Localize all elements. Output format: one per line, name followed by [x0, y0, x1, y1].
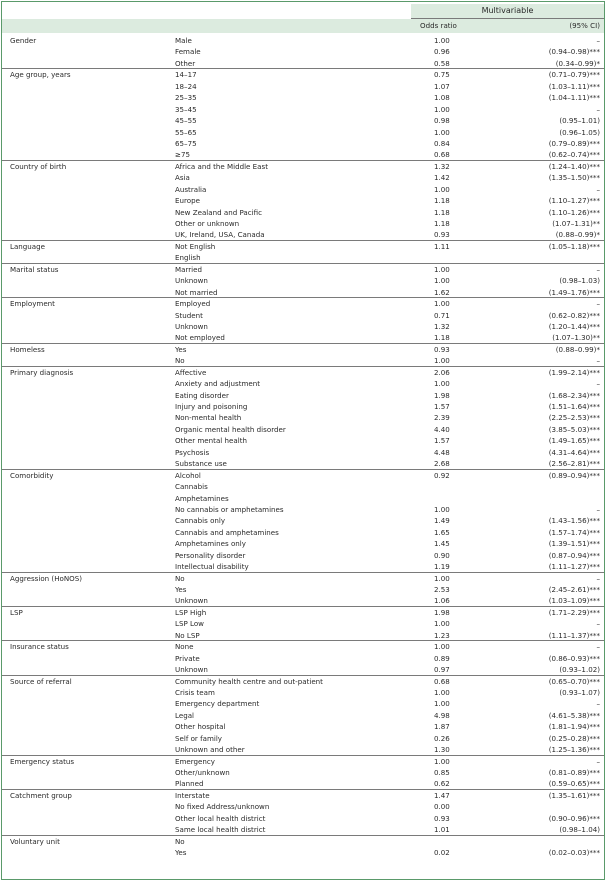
odds-ratio-cell: 1.87: [434, 722, 450, 732]
category-cell: Unknown: [175, 321, 208, 331]
category-cell: No fixed Address/unknown: [175, 802, 270, 812]
ci-cell: (1.07–1.30)**: [552, 333, 600, 343]
category-cell: Unknown and other: [175, 745, 245, 755]
category-cell: 18–24: [175, 81, 197, 91]
table-row: [2, 218, 604, 229]
table-row: [2, 640, 604, 652]
odds-ratio-cell: 1.00: [434, 756, 450, 766]
odds-ratio-cell: 1.00: [434, 104, 450, 114]
ci-cell: (1.10–1.26)***: [548, 207, 600, 217]
ci-cell: (0.65–0.70)***: [548, 676, 600, 686]
category-cell: Not employed: [175, 333, 225, 343]
ci-cell: –: [596, 299, 600, 309]
ci-cell: (0.88–0.99)*: [555, 344, 600, 354]
odds-ratio-cell: 0.58: [434, 58, 450, 68]
ci-cell: –: [596, 264, 600, 274]
category-cell: Other: [175, 58, 196, 68]
category-cell: Unknown: [175, 665, 208, 675]
odds-ratio-header: Odds ratio: [420, 21, 457, 30]
category-cell: Male: [175, 36, 192, 45]
odds-ratio-cell: 0.75: [434, 70, 450, 80]
odds-ratio-cell: 1.98: [434, 607, 450, 617]
table-row: [2, 538, 604, 549]
odds-ratio-cell: 1.08: [434, 93, 450, 103]
ci-cell: (2.56–2.81)***: [548, 459, 600, 469]
category-cell: Employed: [175, 299, 211, 309]
category-cell: Europe: [175, 196, 200, 206]
ci-cell: –: [596, 642, 600, 652]
ci-cell: –: [596, 379, 600, 389]
category-cell: Eating disorder: [175, 390, 229, 400]
category-cell: Cannabis only: [175, 516, 226, 526]
ci-cell: (0.98–1.04): [559, 825, 600, 835]
table-row: [2, 401, 604, 412]
category-cell: UK, Ireland, USA, Canada: [175, 230, 265, 240]
odds-ratio-cell: 1.07: [434, 81, 450, 91]
ci-cell: (1.20–1.44)***: [548, 321, 600, 331]
ci-cell: –: [596, 36, 600, 45]
ci-cell: (1.57–1.74)***: [548, 527, 600, 537]
category-cell: Yes: [175, 848, 187, 858]
category-cell: New Zealand and Pacific: [175, 207, 263, 217]
odds-ratio-cell: 1.42: [434, 173, 450, 183]
odds-ratio-cell: 1.00: [434, 573, 450, 583]
odds-ratio-cell: 1.32: [434, 321, 450, 331]
category-cell: No cannabis or amphetamines: [175, 504, 284, 514]
category-cell: English: [175, 253, 201, 263]
category-cell: Other or unknown: [175, 219, 240, 228]
table-row: [2, 469, 604, 481]
table-row: [2, 172, 604, 183]
table-row: [2, 801, 604, 812]
ci-cell: (0.93–1.07): [559, 687, 600, 697]
ci-cell: (1.51–1.64)***: [548, 402, 600, 411]
group-label: Voluntary unit: [10, 836, 60, 846]
category-cell: Cannabis and amphetamines: [175, 527, 279, 537]
category-cell: Amphetamines: [175, 493, 229, 503]
odds-ratio-cell: 1.62: [434, 287, 450, 297]
category-cell: Community health centre and out-patient: [175, 676, 323, 686]
category-cell: Injury and poisoning: [175, 402, 248, 411]
category-cell: Self or family: [175, 733, 222, 743]
ci-cell: (0.81–0.89)***: [548, 768, 600, 777]
category-cell: 35–45: [175, 104, 197, 114]
odds-ratio-cell: 1.49: [434, 516, 450, 526]
odds-ratio-cell: 1.11: [434, 241, 450, 251]
table-row: [2, 81, 604, 92]
ci-cell: (1.05–1.18)***: [548, 241, 600, 251]
ci-cell: (4.61–5.38)***: [548, 710, 600, 720]
category-cell: Female: [175, 47, 201, 57]
category-cell: Same local health district: [175, 825, 266, 835]
ci-cell: –: [596, 699, 600, 709]
ci-cell: (1.24–1.40)***: [548, 161, 600, 171]
table-row: [2, 584, 604, 595]
ci-cell: (1.07–1.31)**: [552, 219, 600, 228]
odds-ratio-cell: 0.62: [434, 779, 450, 789]
odds-ratio-cell: 0.98: [434, 116, 450, 126]
table-row: [2, 618, 604, 629]
odds-ratio-cell: 1.00: [434, 127, 450, 137]
category-cell: Emergency department: [175, 699, 260, 709]
odds-ratio-cell: 1.32: [434, 161, 450, 171]
odds-ratio-cell: 2.68: [434, 459, 450, 469]
odds-ratio-cell: 0.68: [434, 150, 450, 160]
category-cell: Student: [175, 310, 203, 320]
odds-ratio-cell: 4.40: [434, 424, 450, 434]
table-row: [2, 550, 604, 561]
ci-cell: (0.93–1.02): [559, 665, 600, 675]
odds-ratio-cell: 2.39: [434, 413, 450, 423]
group-label: Catchment group: [10, 790, 72, 800]
odds-ratio-cell: 0.89: [434, 653, 450, 663]
odds-ratio-cell: 1.30: [434, 745, 450, 755]
table-row: [2, 504, 604, 515]
odds-ratio-cell: 1.57: [434, 436, 450, 446]
ci-cell: –: [596, 184, 600, 194]
category-cell: Affective: [175, 367, 207, 377]
category-cell: Yes: [175, 344, 187, 354]
table-row: [2, 127, 604, 138]
odds-ratio-cell: 1.00: [434, 687, 450, 697]
ci-cell: (1.49–1.76)***: [548, 287, 600, 297]
multivariable-header: Multivariable: [411, 4, 604, 19]
group-label: Comorbidity: [10, 470, 54, 480]
table-body: [2, 35, 604, 859]
ci-cell: –: [596, 756, 600, 766]
category-cell: No: [175, 356, 185, 366]
category-cell: Married: [175, 264, 203, 274]
category-cell: 45–55: [175, 116, 197, 126]
ci-cell: (0.25–0.28)***: [548, 733, 600, 743]
odds-ratio-cell: 0.93: [434, 344, 450, 354]
group-label: Age group, years: [10, 70, 71, 80]
category-cell: Australia: [175, 184, 207, 194]
group-label: Marital status: [10, 264, 59, 274]
category-cell: Other mental health: [175, 436, 247, 446]
ci-header: (95% CI): [569, 21, 600, 30]
odds-ratio-cell: 1.65: [434, 527, 450, 537]
category-cell: Amphetamines only: [175, 539, 246, 549]
odds-ratio-cell: 0.02: [434, 848, 450, 858]
odds-ratio-cell: 0.93: [434, 230, 450, 240]
ci-cell: –: [596, 356, 600, 366]
ci-cell: (3.85–5.03)***: [548, 424, 600, 434]
table-row: [2, 366, 604, 378]
ci-cell: (0.95–1.01): [559, 116, 600, 126]
ci-cell: (2.45–2.61)***: [548, 585, 600, 594]
odds-ratio-cell: 1.00: [434, 379, 450, 389]
table-row: [2, 184, 604, 195]
odds-ratio-table: [1, 1, 605, 880]
column-header-row: [2, 19, 604, 33]
odds-ratio-cell: 1.06: [434, 596, 450, 606]
odds-ratio-cell: 1.23: [434, 630, 450, 640]
table-row: [2, 207, 604, 218]
odds-ratio-cell: 1.00: [434, 264, 450, 274]
category-cell: LSP High: [175, 607, 207, 617]
ci-cell: (0.71–0.79)***: [548, 70, 600, 80]
table-row: [2, 835, 604, 847]
ci-cell: (1.99–2.14)***: [548, 367, 600, 377]
table-row: [2, 847, 604, 858]
table-row: [2, 710, 604, 721]
odds-ratio-cell: 0.00: [434, 802, 450, 812]
category-cell: 55–65: [175, 127, 197, 137]
odds-ratio-cell: 1.00: [434, 36, 450, 45]
ci-cell: (1.03–1.11)***: [548, 81, 600, 91]
category-cell: Organic mental health disorder: [175, 424, 286, 434]
ci-cell: (0.96–1.05): [559, 127, 600, 137]
ci-cell: (0.86–0.93)***: [548, 653, 600, 663]
table-row: [2, 721, 604, 732]
ci-cell: (1.49–1.65)***: [548, 436, 600, 446]
odds-ratio-cell: 0.71: [434, 310, 450, 320]
table-row: [2, 104, 604, 115]
odds-ratio-cell: 1.00: [434, 184, 450, 194]
odds-ratio-cell: 2.53: [434, 585, 450, 594]
category-cell: Emergency: [175, 756, 216, 766]
odds-ratio-cell: 1.00: [434, 356, 450, 366]
group-label: Emergency status: [10, 756, 75, 766]
ci-cell: (1.10–1.27)***: [548, 196, 600, 206]
ci-cell: (0.94–0.98)***: [548, 47, 600, 57]
category-cell: ≥75: [175, 150, 190, 160]
odds-ratio-cell: 4.98: [434, 710, 450, 720]
category-cell: 65–75: [175, 138, 197, 148]
category-cell: None: [175, 642, 194, 652]
ci-cell: (1.81–1.94)***: [548, 722, 600, 732]
table-row: [2, 138, 604, 149]
table-row: [2, 321, 604, 332]
category-cell: LSP Low: [175, 619, 204, 629]
category-cell: Alcohol: [175, 470, 201, 480]
table-row: [2, 687, 604, 698]
category-cell: Unknown: [175, 276, 208, 286]
table-row: [2, 35, 604, 46]
odds-ratio-cell: 0.92: [434, 470, 450, 480]
category-cell: Not English: [175, 241, 216, 251]
table-row: [2, 767, 604, 778]
category-cell: Other local health district: [175, 813, 266, 823]
ci-cell: (0.90–0.96)***: [548, 813, 600, 823]
odds-ratio-cell: 4.48: [434, 447, 450, 457]
category-cell: Interstate: [175, 790, 210, 800]
ci-cell: (0.62–0.82)***: [548, 310, 600, 320]
odds-ratio-cell: 0.97: [434, 665, 450, 675]
odds-ratio-cell: 0.68: [434, 676, 450, 686]
group-label: Employment: [10, 299, 55, 309]
table-row: [2, 527, 604, 538]
group-label: Aggression (HoNOS): [10, 573, 83, 583]
category-cell: Other hospital: [175, 722, 226, 732]
group-label: Primary diagnosis: [10, 367, 74, 377]
ci-cell: (0.59–0.65)***: [548, 779, 600, 789]
table-row: [2, 160, 604, 172]
odds-ratio-cell: 1.00: [434, 619, 450, 629]
table-row: [2, 653, 604, 664]
odds-ratio-cell: 1.00: [434, 504, 450, 514]
category-cell: No: [175, 573, 185, 583]
table-row: [2, 310, 604, 321]
category-cell: 14–17: [175, 70, 197, 80]
category-cell: Legal: [175, 710, 195, 720]
category-cell: Asia: [175, 173, 190, 183]
table-row: [2, 481, 604, 492]
ci-cell: (1.43–1.56)***: [548, 516, 600, 526]
table-row: [2, 68, 604, 80]
table-row: [2, 297, 604, 309]
table-row: [2, 378, 604, 389]
category-cell: Not married: [175, 287, 218, 297]
table-row: [2, 515, 604, 526]
table-row: [2, 46, 604, 57]
odds-ratio-cell: 1.57: [434, 402, 450, 411]
category-cell: No LSP: [175, 630, 200, 640]
odds-ratio-cell: 0.96: [434, 47, 450, 57]
ci-cell: (1.04–1.11)***: [548, 93, 600, 103]
ci-cell: (0.34–0.99)*: [555, 58, 600, 68]
category-cell: No: [175, 836, 185, 846]
ci-cell: –: [596, 504, 600, 514]
group-label: LSP: [10, 607, 23, 617]
table-row: [2, 572, 604, 584]
ci-cell: –: [596, 573, 600, 583]
table-row: [2, 343, 604, 355]
group-label: Gender: [10, 36, 37, 45]
odds-ratio-cell: 1.18: [434, 333, 450, 343]
odds-ratio-cell: 1.00: [434, 699, 450, 709]
category-cell: Unknown: [175, 596, 208, 606]
odds-ratio-cell: 1.00: [434, 299, 450, 309]
category-cell: Other/unknown: [175, 768, 230, 777]
ci-cell: (0.88–0.99)*: [555, 230, 600, 240]
table-row: [2, 435, 604, 446]
table-row: [2, 493, 604, 504]
group-label: Source of referral: [10, 676, 72, 686]
table-row: [2, 390, 604, 401]
odds-ratio-cell: 1.47: [434, 790, 450, 800]
group-label: Insurance status: [10, 642, 69, 652]
ci-cell: (1.68–2.34)***: [548, 390, 600, 400]
ci-cell: (1.71–2.29)***: [548, 607, 600, 617]
table-row: [2, 92, 604, 103]
category-cell: 25–35: [175, 93, 197, 103]
table-row: [2, 733, 604, 744]
table-row: [2, 789, 604, 801]
category-cell: Substance use: [175, 459, 227, 469]
ci-cell: (0.62–0.74)***: [548, 150, 600, 160]
category-cell: Private: [175, 653, 200, 663]
table-row: [2, 263, 604, 275]
category-cell: Psychosis: [175, 447, 210, 457]
ci-cell: (4.31–4.64)***: [548, 447, 600, 457]
ci-cell: (1.25–1.36)***: [548, 745, 600, 755]
odds-ratio-cell: 0.85: [434, 768, 450, 777]
table-row: [2, 813, 604, 824]
table-row: [2, 447, 604, 458]
ci-cell: –: [596, 104, 600, 114]
odds-ratio-cell: 1.18: [434, 207, 450, 217]
ci-cell: (0.79–0.89)***: [548, 138, 600, 148]
ci-cell: (1.03–1.09)***: [548, 596, 600, 606]
odds-ratio-cell: 1.45: [434, 539, 450, 549]
odds-ratio-cell: 2.06: [434, 367, 450, 377]
ci-cell: (0.02–0.03)***: [548, 848, 600, 858]
ci-cell: (1.39–1.51)***: [548, 539, 600, 549]
category-cell: Cannabis: [175, 482, 208, 492]
group-label: Homeless: [10, 344, 45, 354]
table-row: [2, 275, 604, 286]
odds-ratio-cell: 0.26: [434, 733, 450, 743]
category-cell: Non-mental health: [175, 413, 242, 423]
odds-ratio-cell: 0.90: [434, 550, 450, 560]
odds-ratio-cell: 0.93: [434, 813, 450, 823]
table-row: [2, 424, 604, 435]
table-row: [2, 195, 604, 206]
table-row: [2, 240, 604, 252]
category-cell: Planned: [175, 779, 204, 789]
category-cell: Yes: [175, 585, 187, 594]
ci-cell: (1.35–1.50)***: [548, 173, 600, 183]
category-cell: Personality disorder: [175, 550, 246, 560]
group-label: Country of birth: [10, 161, 67, 171]
table-row: [2, 755, 604, 767]
category-cell: Crisis team: [175, 687, 215, 697]
ci-cell: (1.35–1.61)***: [548, 790, 600, 800]
odds-ratio-cell: 1.18: [434, 196, 450, 206]
ci-cell: (1.11–1.27)***: [548, 562, 600, 572]
table-row: [2, 412, 604, 423]
table-row: [2, 675, 604, 687]
ci-cell: (0.89–0.94)***: [548, 470, 600, 480]
table-row: [2, 698, 604, 709]
group-label: Language: [10, 241, 46, 251]
ci-cell: (0.87–0.94)***: [548, 550, 600, 560]
odds-ratio-cell: 1.00: [434, 276, 450, 286]
table-row: [2, 606, 604, 618]
odds-ratio-cell: 1.18: [434, 219, 450, 228]
table-row: [2, 115, 604, 126]
odds-ratio-cell: 1.19: [434, 562, 450, 572]
ci-cell: (2.25–2.53)***: [548, 413, 600, 423]
ci-cell: (1.11–1.37)***: [548, 630, 600, 640]
odds-ratio-cell: 1.00: [434, 642, 450, 652]
ci-cell: (0.98–1.03): [559, 276, 600, 286]
odds-ratio-cell: 0.84: [434, 138, 450, 148]
ci-cell: –: [596, 619, 600, 629]
odds-ratio-cell: 1.01: [434, 825, 450, 835]
odds-ratio-cell: 1.98: [434, 390, 450, 400]
category-cell: Intellectual disability: [175, 562, 249, 572]
category-cell: Anxiety and adjustment: [175, 379, 261, 389]
category-cell: Africa and the Middle East: [175, 161, 268, 171]
